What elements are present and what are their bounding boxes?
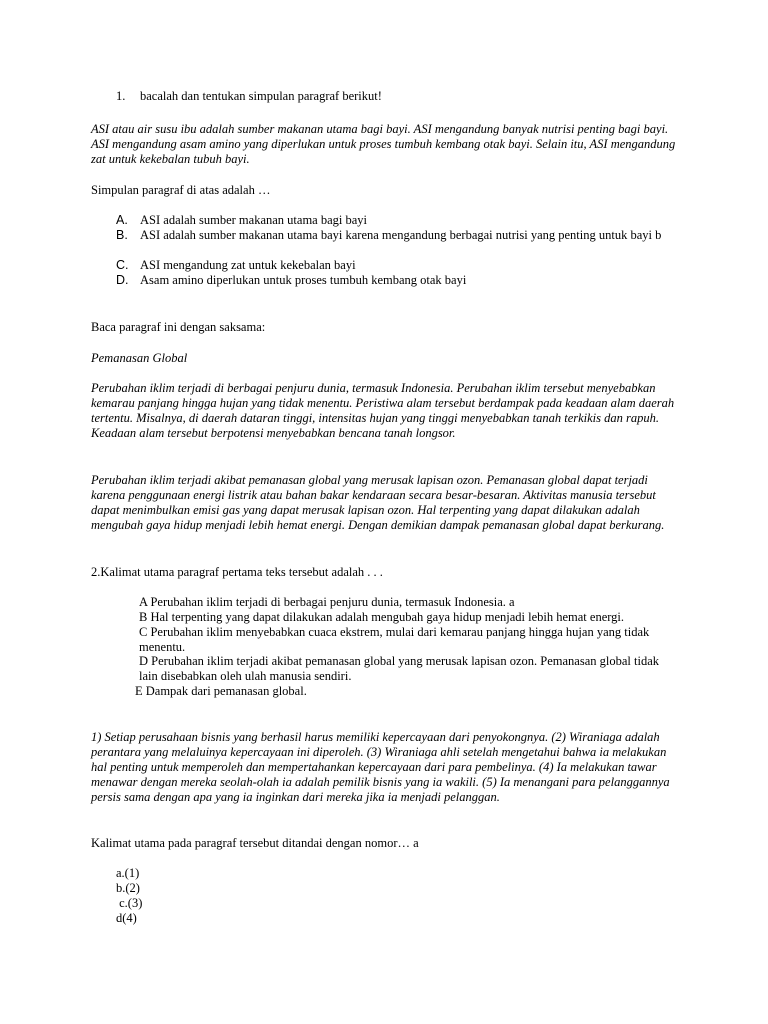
q3-passage: 1) Setiap perusahaan bisnis yang berhasil harus memiliki kepercayaan dari penyokongnya. (2) Wiraniaga adalah perantara yang melaluinya kepercayaan ini diperoleh. (3) Wiraniaga ahli setelah mengetahui bahwa ia melakukan hal penting untuk memperoleh dan mempertahankan kepercayaan dari para pembelinya. (4) Ia melakukan tawar menawar dengan mereka seolah-olah ia adalah pemilik bisnis yang ia wakili. (5) Ia menangani para pelanggannya persis sama dengan apa yang ia inginkan dari mereka jika ia menjadi pelanggan.	[91, 730, 670, 804]
q2-title: Pemanasan Global	[91, 351, 188, 365]
q3-option-d: d(4)	[116, 911, 137, 925]
q1-instruction-text: bacalah dan tentukan simpulan paragraf berikut!	[140, 89, 382, 103]
q1-instruction	[116, 89, 716, 104]
option-letter: B.	[116, 228, 128, 242]
option-letter: C.	[116, 258, 129, 272]
q2-paragraph-1: Perubahan iklim terjadi di berbagai penjuru dunia, termasuk Indonesia. Perubahan iklim tersebut menyebabkan kemarau panjang hingga hujan yang tidak menentu. Peristiwa alam tersebut berdampak pada keadaan alam daerah tertentu. Misalnya, di daerah dataran tinggi, intensitas hujan yang tinggi menyebabkan tanah terkikis dan rapuh. Keadaan alam tersebut berpotensi menyebabkan bencana tanah longsor.	[91, 381, 675, 440]
q2-question: 2.Kalimat utama paragraf pertama teks tersebut adalah . . .	[91, 565, 383, 579]
q2-intro: Baca paragraf ini dengan saksama:	[91, 320, 266, 334]
q2-paragraph-2: Perubahan iklim terjadi akibat pemanasan global yang merusak lapisan ozon. Pemanasan global dapat terjadi karena penggunaan energi listrik atau bahan bakar kendaraan secara besar-besaran. Aktivitas manusia tersebut dapat menimbulkan emisi gas yang dapat merusak lapisan ozon. Hal terpenting yang dapat dilakukan adalah mengubah gaya hidup menjadi lebih hemat energi. Dengan demikian dampak pemanasan global dapat berkurang.	[91, 473, 665, 532]
q1-question: Simpulan paragraf di atas adalah …	[91, 183, 271, 197]
q2-option-a: A Perubahan iklim terjadi di berbagai penjuru dunia, termasuk Indonesia. a	[139, 595, 515, 609]
q2-option-b: B Hal terpenting yang dapat dilakukan adalah mengubah gaya hidup menjadi lebih hemat energi.	[139, 610, 625, 624]
q2-option-e: E Dampak dari pemanasan global.	[135, 684, 307, 698]
option-text: ASI mengandung zat untuk kekebalan bayi	[140, 258, 356, 272]
option-text: ASI adalah sumber makanan utama bagi bayi	[140, 213, 368, 227]
q2-option-d: D Perubahan iklim terjadi akibat pemanasan global yang merusak lapisan ozon. Pemanasan global tidak lain disebabkan oleh ulah manusia sendiri.	[139, 654, 659, 683]
q1-passage: ASI atau air susu ibu adalah sumber makanan utama bagi bayi. ASI mengandung banyak nutrisi penting bagi bayi. ASI mengandung asam amino yang diperlukan untuk proses tumbuh kembang otak bayi. Selain itu, ASI mengandung zat untuk kekebalan tubuh bayi.	[91, 122, 676, 166]
q1-number: 1.	[116, 89, 126, 103]
option-text: Asam amino diperlukan untuk proses tumbuh kembang otak bayi	[140, 273, 467, 287]
option-text: ASI adalah sumber makanan utama bayi karena mengandung berbagai nutrisi yang penting untuk bayi b	[140, 228, 662, 242]
option-letter: D.	[116, 273, 129, 287]
option-letter: A.	[116, 213, 128, 227]
q3-option-c: c.(3)	[116, 896, 143, 910]
q2-option-c: C Perubahan iklim menyebabkan cuaca ekstrem, mulai dari kemarau panjang hingga hujan yang tidak menentu.	[139, 625, 650, 654]
q3-option-b: b.(2)	[116, 881, 140, 895]
q3-question: Kalimat utama pada paragraf tersebut ditandai dengan nomor… a	[91, 836, 419, 850]
q3-option-a: a.(1)	[116, 866, 140, 880]
